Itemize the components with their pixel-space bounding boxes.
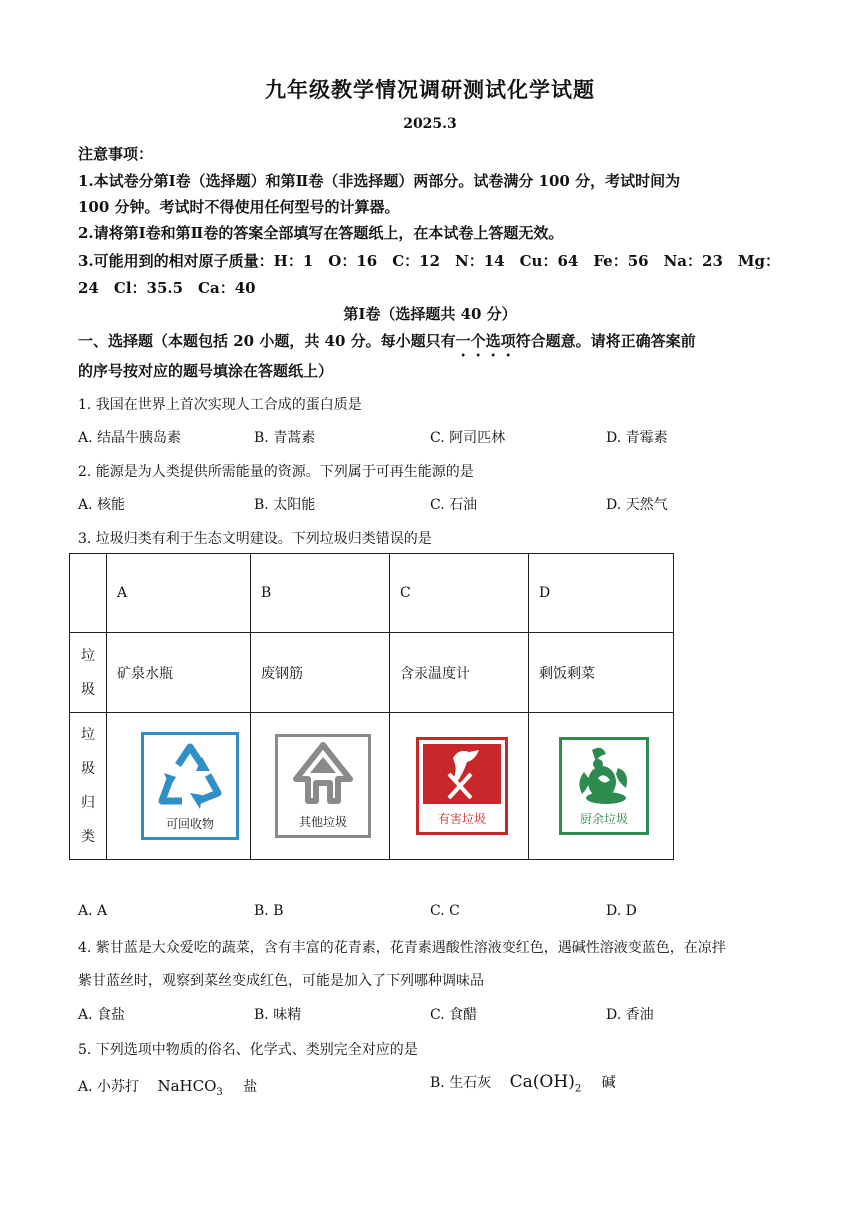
question-5-stem: 5. 下列选项中物质的俗名、化学式、类别完全对应的是 [78, 1042, 418, 1058]
other-waste-sign [275, 734, 371, 838]
col-head-b: B [251, 554, 390, 633]
q2-option-c: C. 石油 [430, 497, 478, 513]
row-head-char: 垃 [81, 647, 95, 664]
note-line-1a: 1.本试卷分第Ⅰ卷（选择题）和第Ⅱ卷（非选择题）两部分。试卷满分 100 分，考试时间为 [78, 172, 681, 190]
row-head-char: 圾 [81, 681, 95, 698]
bin-label-hazardous: 有害垃圾 [437, 812, 486, 826]
row-head-char: 归 [81, 795, 95, 811]
section-instruction-a: 一、选择题（本题包括 20 小题，共 40 分。每小题只有 [78, 332, 456, 350]
q4-option-d: D. 香油 [606, 1007, 654, 1023]
cell-garbage-d: 剩饭剩菜 [529, 633, 674, 713]
note-line-3a: 3.可能用到的相对原子质量：H：1 O：16 C：12 N：14 Cu：64 Fe：56 Na：23 Mg： [78, 252, 780, 270]
q5-b-name: B. 生石灰 [430, 1075, 492, 1091]
page-title: 九年级教学情况调研测试化学试题 [265, 77, 595, 102]
q3-option-b: B. B [254, 903, 284, 919]
question-2-stem: 2. 能源是为人类提供所需能量的资源。下列属于可再生能源的是 [78, 464, 474, 480]
col-head-c: C [390, 554, 529, 633]
q2-option-a: A. 核能 [78, 497, 126, 513]
cell-bin-c [390, 713, 529, 860]
bin-label-other: 其他垃圾 [298, 815, 347, 829]
question-4-stem-line2: 紫甘蓝丝时，观察到菜丝变成红色，可能是加入了下列哪种调味品 [78, 973, 484, 989]
exam-date: 2025.3 [403, 116, 457, 132]
q1-option-b: B. 青蒿素 [254, 430, 316, 446]
row-head-char: 圾 [81, 761, 95, 777]
section-emphasis: 一个选项 [455, 332, 516, 350]
q5-a-category: 盐 [243, 1079, 258, 1095]
q4-option-b: B. 味精 [254, 1007, 302, 1023]
q1-option-a: A. 结晶牛胰岛素 [78, 430, 182, 446]
q5-b-formula [509, 1072, 582, 1095]
q2-option-d: D. 天然气 [606, 497, 668, 513]
formula-main: NaHCO [157, 1077, 217, 1095]
formula-subscript: 2 [574, 1083, 582, 1095]
hazardous-sign [416, 737, 508, 835]
q5-a-formula [157, 1077, 223, 1098]
cell-garbage-b: 废钢筋 [251, 633, 390, 713]
cell-garbage-a: 矿泉水瓶 [107, 633, 251, 713]
table-row-garbage [70, 633, 674, 713]
q1-option-d: D. 青霉素 [606, 430, 668, 446]
row-head-char: 垃 [81, 727, 95, 743]
q1-option-c: C. 阿司匹林 [430, 430, 506, 446]
section-instruction [78, 330, 696, 360]
q5-option-b [430, 1072, 616, 1094]
row-head-char: 类 [81, 829, 95, 845]
col-head-d: D [529, 554, 674, 633]
q5-a-name: A. 小苏打 [78, 1079, 140, 1095]
section-instruction-b: 符合题意。请将正确答案前 [515, 332, 696, 350]
formula-subscript: 3 [216, 1087, 223, 1098]
note-line-1b: 100 分钟。考试时不得使用任何型号的计算器。 [78, 198, 400, 216]
cell-bin-b [251, 713, 390, 860]
bin-label-kitchen: 厨余垃圾 [579, 812, 628, 826]
q5-b-category: 碱 [601, 1075, 616, 1091]
row-head-garbage [70, 633, 107, 713]
q2-option-b: B. 太阳能 [254, 497, 316, 513]
cell-garbage-c: 含汞温度计 [390, 633, 529, 713]
q5-option-a [78, 1076, 257, 1098]
q3-option-c: C. C [430, 903, 460, 919]
kitchen-waste-sign [559, 737, 649, 835]
table-row-category [70, 713, 674, 860]
recycle-icon [144, 739, 236, 811]
q4-option-c: C. 食醋 [430, 1007, 478, 1023]
question-4-stem-line1: 4. 紫甘蓝是大众爱吃的蔬菜，含有丰富的花青素，花青素遇酸性溶液变红色，遇碱性溶液变蓝色，在凉拌 [78, 940, 726, 956]
cell-bin-d [529, 713, 674, 860]
cell-bin-a [107, 713, 251, 860]
recyclable-sign [141, 732, 239, 840]
kitchen-waste-icon [562, 742, 646, 812]
garbage-table [69, 553, 674, 860]
section-instruction-line2: 的序号按对应的题号填涂在答题纸上） [78, 362, 334, 380]
question-3-stem: 3. 垃圾归类有利于生态文明建设。下列垃圾归类错误的是 [78, 531, 432, 547]
note-line-3b: 24 Cl：35.5 Ca：40 [78, 279, 256, 297]
table-corner-cell [70, 554, 107, 633]
note-line-2: 2.请将第Ⅰ卷和第Ⅱ卷的答案全部填写在答题纸上，在本试卷上答题无效。 [78, 224, 564, 242]
col-head-a: A [107, 554, 251, 633]
q3-option-d: D. D [606, 903, 637, 919]
hazardous-red-panel [423, 744, 501, 804]
table-header-row [70, 554, 674, 633]
q4-option-a: A. 食盐 [78, 1007, 126, 1023]
question-1-stem: 1. 我国在世界上首次实现人工合成的蛋白质是 [78, 397, 362, 413]
other-waste-icon [278, 739, 368, 811]
notes-heading: 注意事项： [78, 145, 154, 163]
formula-main: Ca(OH) [509, 1072, 575, 1092]
q3-option-a: A. A [78, 903, 108, 919]
part1-heading: 第Ⅰ卷（选择题共 40 分） [343, 305, 517, 323]
bin-label-recyclable: 可回收物 [165, 817, 214, 831]
row-head-category [70, 713, 107, 860]
hazardous-icon [423, 744, 501, 804]
